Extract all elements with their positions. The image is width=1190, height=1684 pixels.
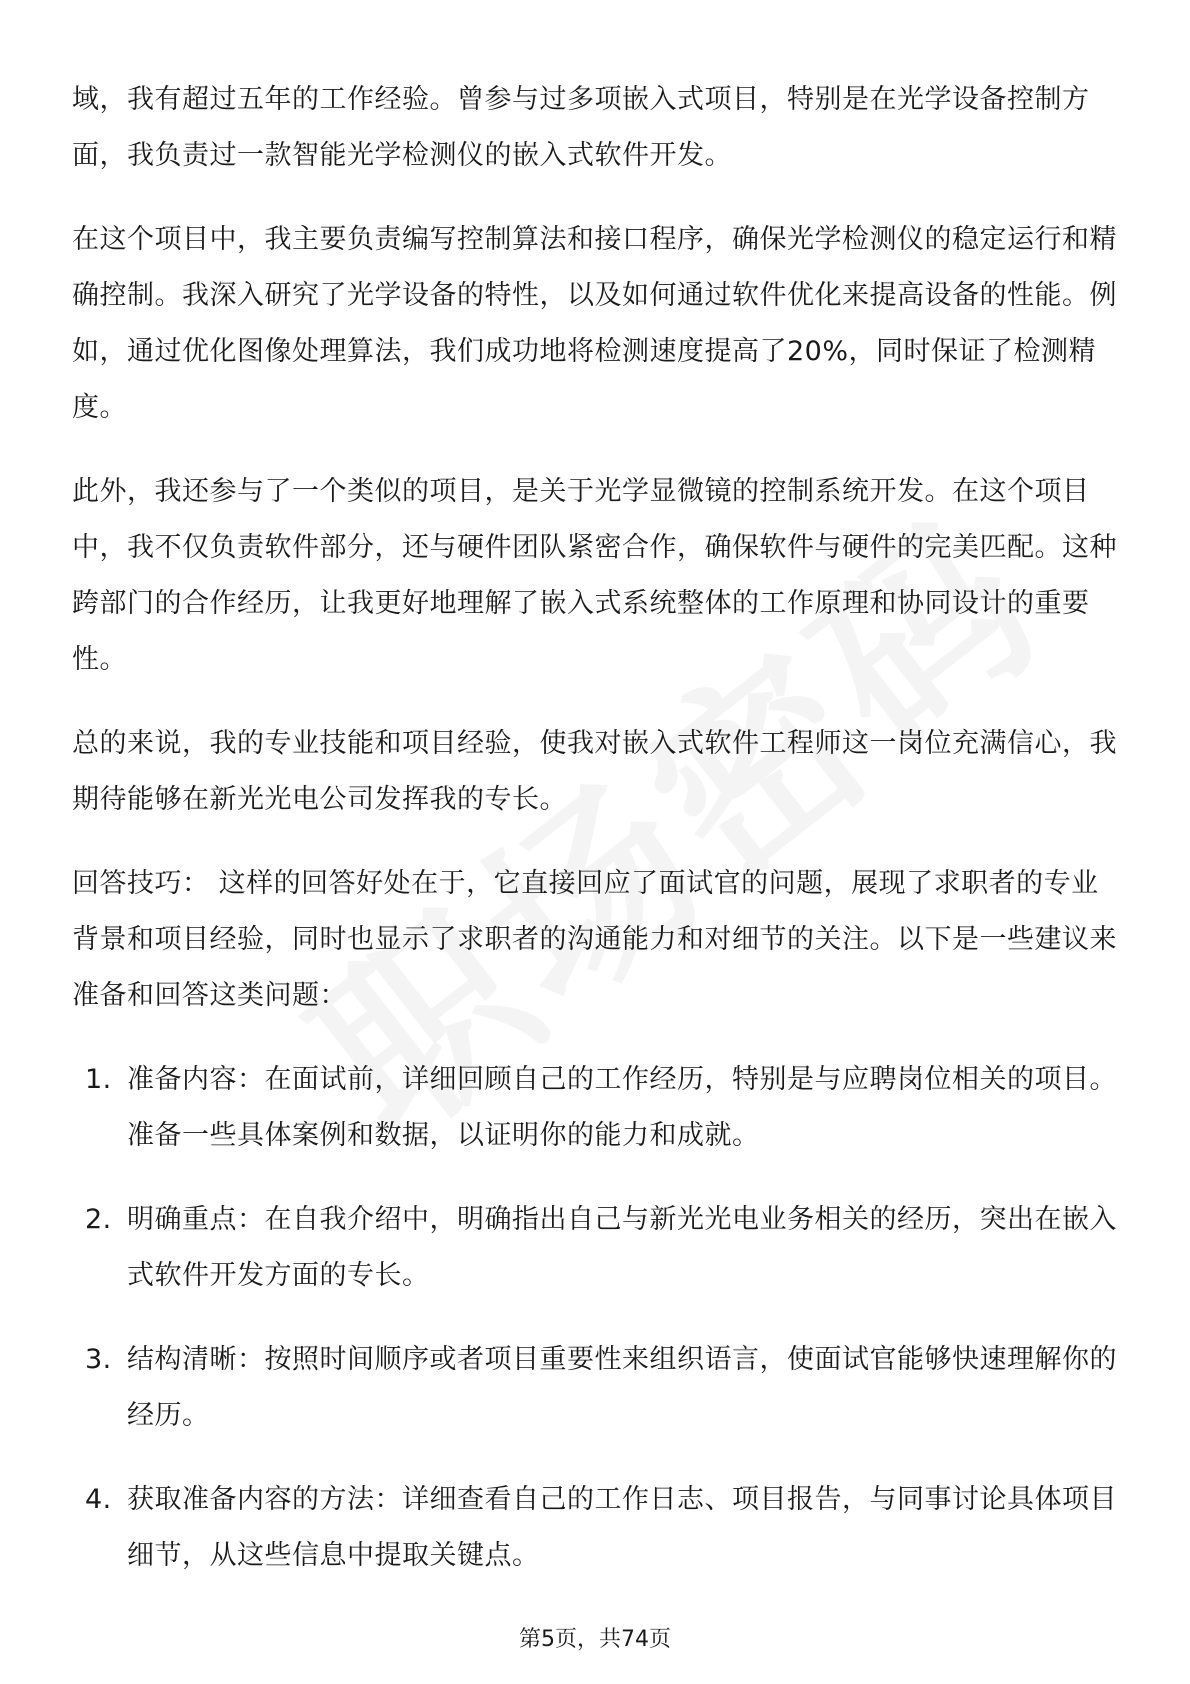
page-number: 第5页，共74页 [519,1627,671,1652]
list-item-text: 准备内容：在面试前，详细回顾自己的工作经历，特别是与应聘岗位相关的项目。准备一些具体案例和数据，以证明你的能力和成就。 [127,1064,1117,1151]
list-item [72,1472,1122,1584]
paragraph-summary: 总的来说，我的专业技能和项目经验，使我对嵌入式软件工程师这一岗位充满信心，我期待能够在新光光电公司发挥我的专长。 [72,728,1117,815]
list-item-text: 获取准备内容的方法：详细查看自己的工作日志、项目报告，与同事讨论具体项目细节，从这些信息中提取关键点。 [127,1484,1117,1571]
list-item-number: 3. [85,1344,112,1375]
list-item-text: 明确重点：在自我介绍中，明确指出自己与新光光电业务相关的经历，突出在嵌入式软件开发方面的专长。 [127,1204,1117,1291]
list-item [72,1332,1122,1444]
list-item [72,1192,1122,1304]
paragraph-answer-tips: 回答技巧： 这样的回答好处在于，它直接回应了面试官的问题，展现了求职者的专业背景和项目经验，同时也显示了求职者的沟通能力和对细节的关注。以下是一些建议来准备和回答这类问题： [72,868,1117,1011]
list-item-number: 2. [85,1204,112,1235]
list-item-text: 结构清晰：按照时间顺序或者项目重要性来组织语言，使面试官能够快速理解你的经历。 [127,1344,1117,1431]
list-item-number: 1. [85,1064,112,1095]
page-content [72,72,1122,1612]
page-footer [0,1625,1190,1655]
list-item [72,1052,1122,1164]
paragraph-second-project: 此外，我还参与了一个类似的项目，是关于光学显微镜的控制系统开发。在这个项目中，我不仅负责软件部分，还与硬件团队紧密合作，确保软件与硬件的完美匹配。这种跨部门的合作经历，让我更好地理解了嵌入式系统整体的工作原理和协同设计的重要性。 [72,476,1117,675]
list-item-number: 4. [85,1484,112,1515]
paragraph-experience: 域，我有超过五年的工作经验。曾参与过多项嵌入式项目，特别是在光学设备控制方面，我负责过一款智能光学检测仪的嵌入式软件开发。 [72,84,1090,171]
tips-list [72,1052,1122,1584]
paragraph-project-detail: 在这个项目中，我主要负责编写控制算法和接口程序，确保光学检测仪的稳定运行和精确控制。我深入研究了光学设备的特性，以及如何通过软件优化来提高设备的性能。例如，通过优化图像处理算法，我们成功地将检测速度提高了20%，同时保证了检测精度。 [72,224,1117,423]
